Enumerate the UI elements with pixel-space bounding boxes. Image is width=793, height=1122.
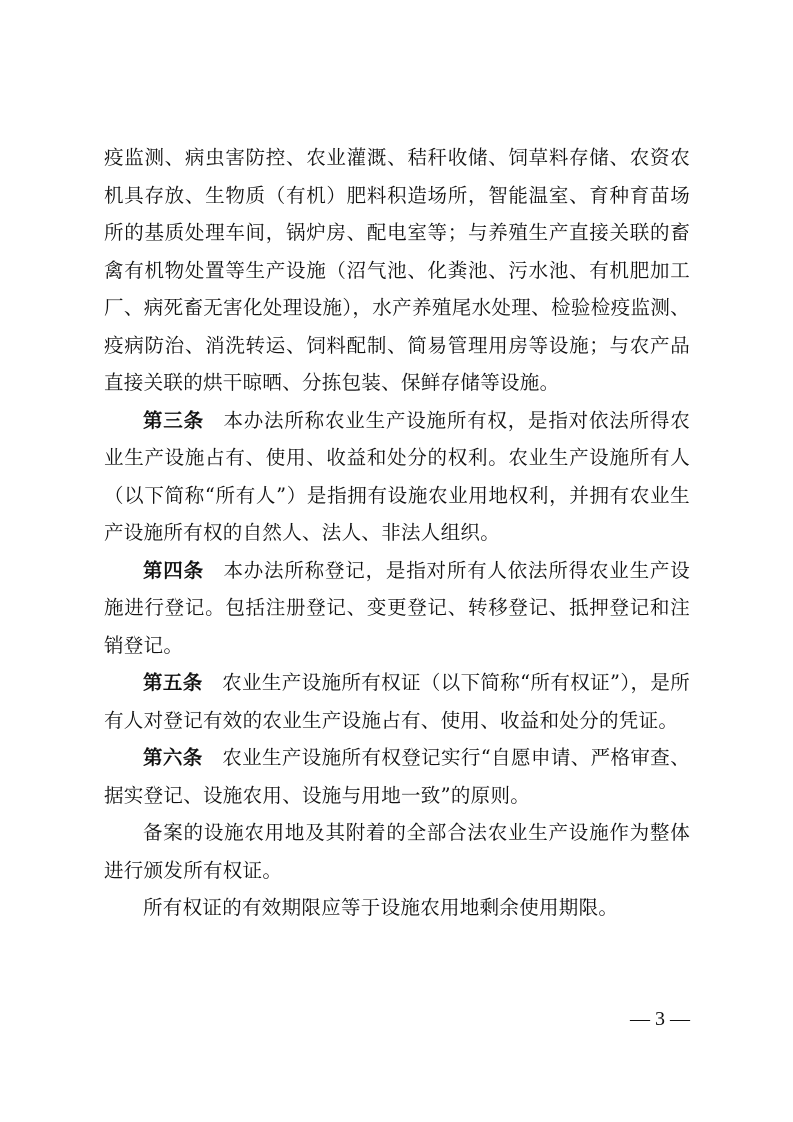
paragraph-text: 备案的设施农用地及其附着的全部合法农业生产设施作为整体进行颁发所有权证。 (104, 821, 690, 882)
paragraph-text: 农业生产设施所有权登记实行“自愿申请、严格审查、据实登记、设施农用、设施与用地一致”的原则。 (104, 746, 690, 807)
article-6-paragraph-2 (104, 814, 690, 889)
document-body (104, 139, 690, 927)
article-3 (104, 402, 690, 552)
article-label: 第五条 (143, 671, 203, 694)
article-label: 第六条 (143, 746, 203, 769)
article-5 (104, 664, 690, 739)
paragraph-text: 农业生产设施所有权证（以下简称“所有权证”），是所有人对登记有效的农业生产设施占有、使用、收益和处分的凭证。 (104, 671, 690, 732)
paragraph-continued (104, 139, 690, 402)
article-6 (104, 739, 690, 814)
article-4 (104, 552, 690, 665)
article-6-paragraph-3 (104, 889, 690, 927)
page-number: — 3 — (630, 1008, 690, 1030)
paragraph-text: 所有权证的有效期限应等于设施农用地剩余使用期限。 (143, 896, 619, 919)
paragraph-text: 本办法所称登记，是指对所有人依法所得农业生产设施进行登记。包括注册登记、变更登记、转移登记、抵押登记和注销登记。 (104, 558, 691, 657)
article-label: 第三条 (143, 408, 204, 432)
article-label: 第四条 (143, 558, 204, 582)
paragraph-text: 疫监测、病虫害防控、农业灌溉、秸秆收储、饲草料存储、农资农机具存放、生物质（有机）肥料积造场所，智能温室、育种育苗场所的基质处理车间，锅炉房、配电室等；与养殖生产直接关联的畜禽有机物处置等生产设施（沼气池、化粪池、污水池、有机肥加工厂、病死畜无害化处理设施），水产养殖尾水处理、检验检疫监测、疫病防治、消洗转运、饲料配制、简易管理用房等设施；与农产品直接关联的烘干晾晒、分拣包装、保鲜存储等设施。 (104, 146, 690, 394)
paragraph-text: 本办法所称农业生产设施所有权，是指对依法所得农业生产设施占有、使用、收益和处分的权利。农业生产设施所有人（以下简称“所有人”）是指拥有设施农业用地权利，并拥有农业生产设施所有权的自然人、法人、非法人组织。 (104, 408, 691, 544)
